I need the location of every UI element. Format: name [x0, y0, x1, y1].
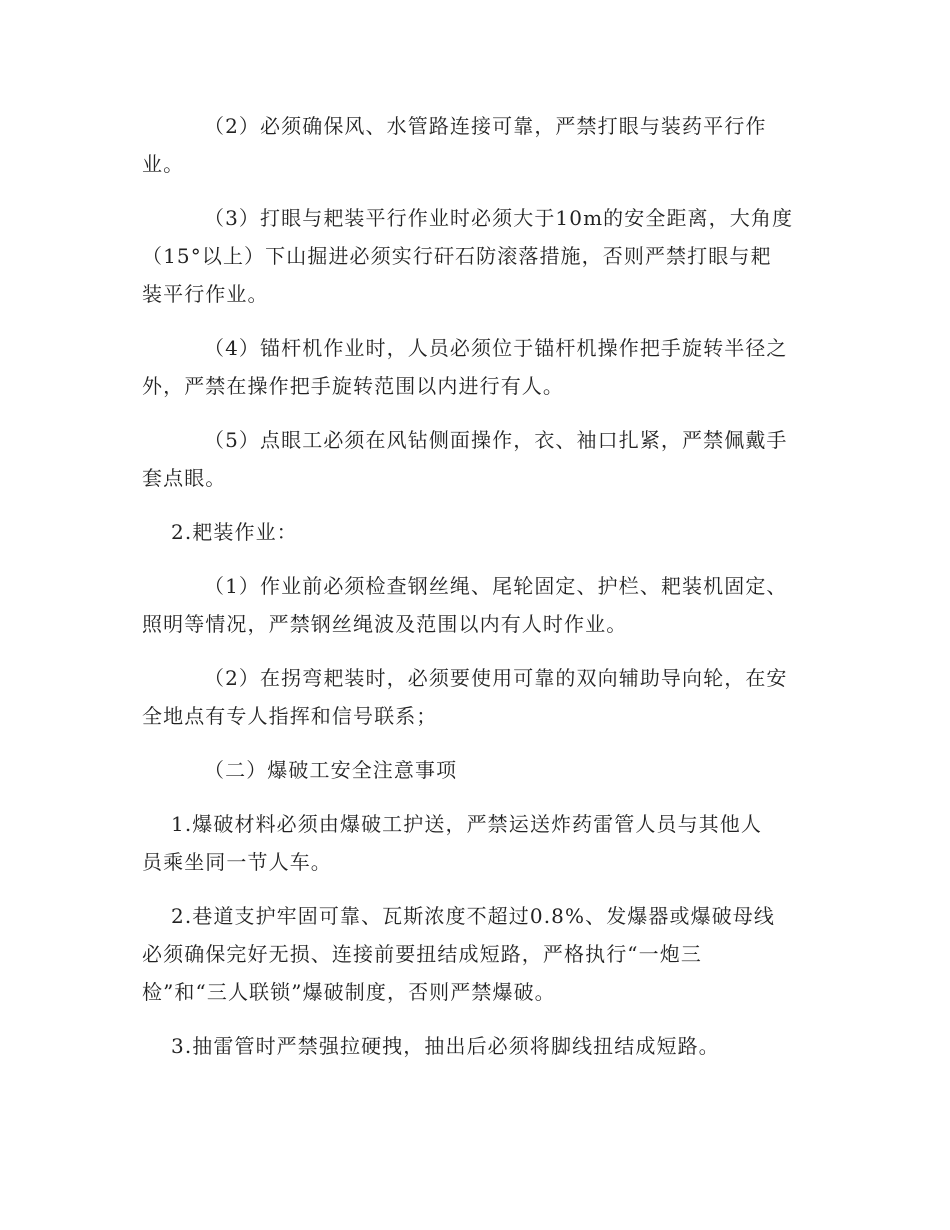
paragraph-3-detonator-removal [142, 1027, 802, 1065]
paragraph-line: 员乘坐同一节人车。 [142, 850, 332, 874]
paragraph-line: 1.爆破材料必须由爆破工护送，严禁运送炸药雷管人员与其他人 [171, 812, 762, 836]
paragraph-line: （3）打眼与耙装平行作业时必须大于10m的安全距离，大角度 [204, 206, 794, 230]
paragraph-4-bolter [142, 329, 802, 405]
paragraph-1-pre-operation-check [142, 567, 802, 643]
paragraph-line: 2.巷道支护牢固可靠、瓦斯浓度不超过0.8%、发爆器或爆破母线 [171, 904, 775, 928]
paragraph-line: 业。 [142, 152, 185, 176]
paragraph-1-explosive-escort [142, 805, 802, 881]
paragraph-line: 3.抽雷管时严禁强拉硬拽，抽出后必须将脚线扭结成短路。 [171, 1034, 720, 1058]
paragraph-line: 全地点有专人指挥和信号联系； [142, 704, 438, 728]
heading-line: （二）爆破工安全注意事项 [204, 758, 458, 782]
paragraph-line: （2）必须确保风、水管路连接可靠，严禁打眼与装药平行作 [204, 114, 767, 138]
paragraph-5-drill-operator [142, 421, 802, 497]
paragraph-line: （4）锚杆机作业时，人员必须位于锚杆机操作把手旋转半径之 [204, 336, 788, 360]
section-heading-blaster-safety [142, 751, 802, 789]
paragraph-line: 照明等情况，严禁钢丝绳波及范围以内有人时作业。 [142, 612, 628, 636]
paragraph-line: 装平行作业。 [142, 282, 269, 306]
document-body [142, 107, 802, 1065]
paragraph-line: 必须确保完好无损、连接前要扭结成短路，严格执行“一炮三 [142, 942, 702, 966]
paragraph-line: （2）在拐弯耙装时，必须要使用可靠的双向辅助导向轮，在安 [204, 666, 788, 690]
paragraph-line: 套点眼。 [142, 466, 227, 490]
paragraph-line: （15°以上）下山掘进必须实行矸石防滚落措施，否则严禁打眼与耙 [142, 244, 772, 268]
paragraph-2-ventilation-water [142, 107, 802, 183]
paragraph-3-drilling-distance [142, 199, 802, 313]
paragraph-2-turning-loading [142, 659, 802, 735]
paragraph-line: 外，严禁在操作把手旋转范围以内进行有人。 [142, 374, 564, 398]
paragraph-line: 检”和“三人联锁”爆破制度，否则严禁爆破。 [142, 980, 556, 1004]
paragraph-line: （1）作业前必须检查钢丝绳、尾轮固定、护栏、耙装机固定、 [204, 574, 788, 598]
paragraph-line: （5）点眼工必须在风钻侧面操作，衣、袖口扎紧，严禁佩戴手 [204, 428, 788, 452]
section-heading-loading-operation [142, 513, 802, 551]
paragraph-2-support-gas [142, 897, 802, 1011]
heading-line: 2.耙装作业： [171, 520, 298, 544]
